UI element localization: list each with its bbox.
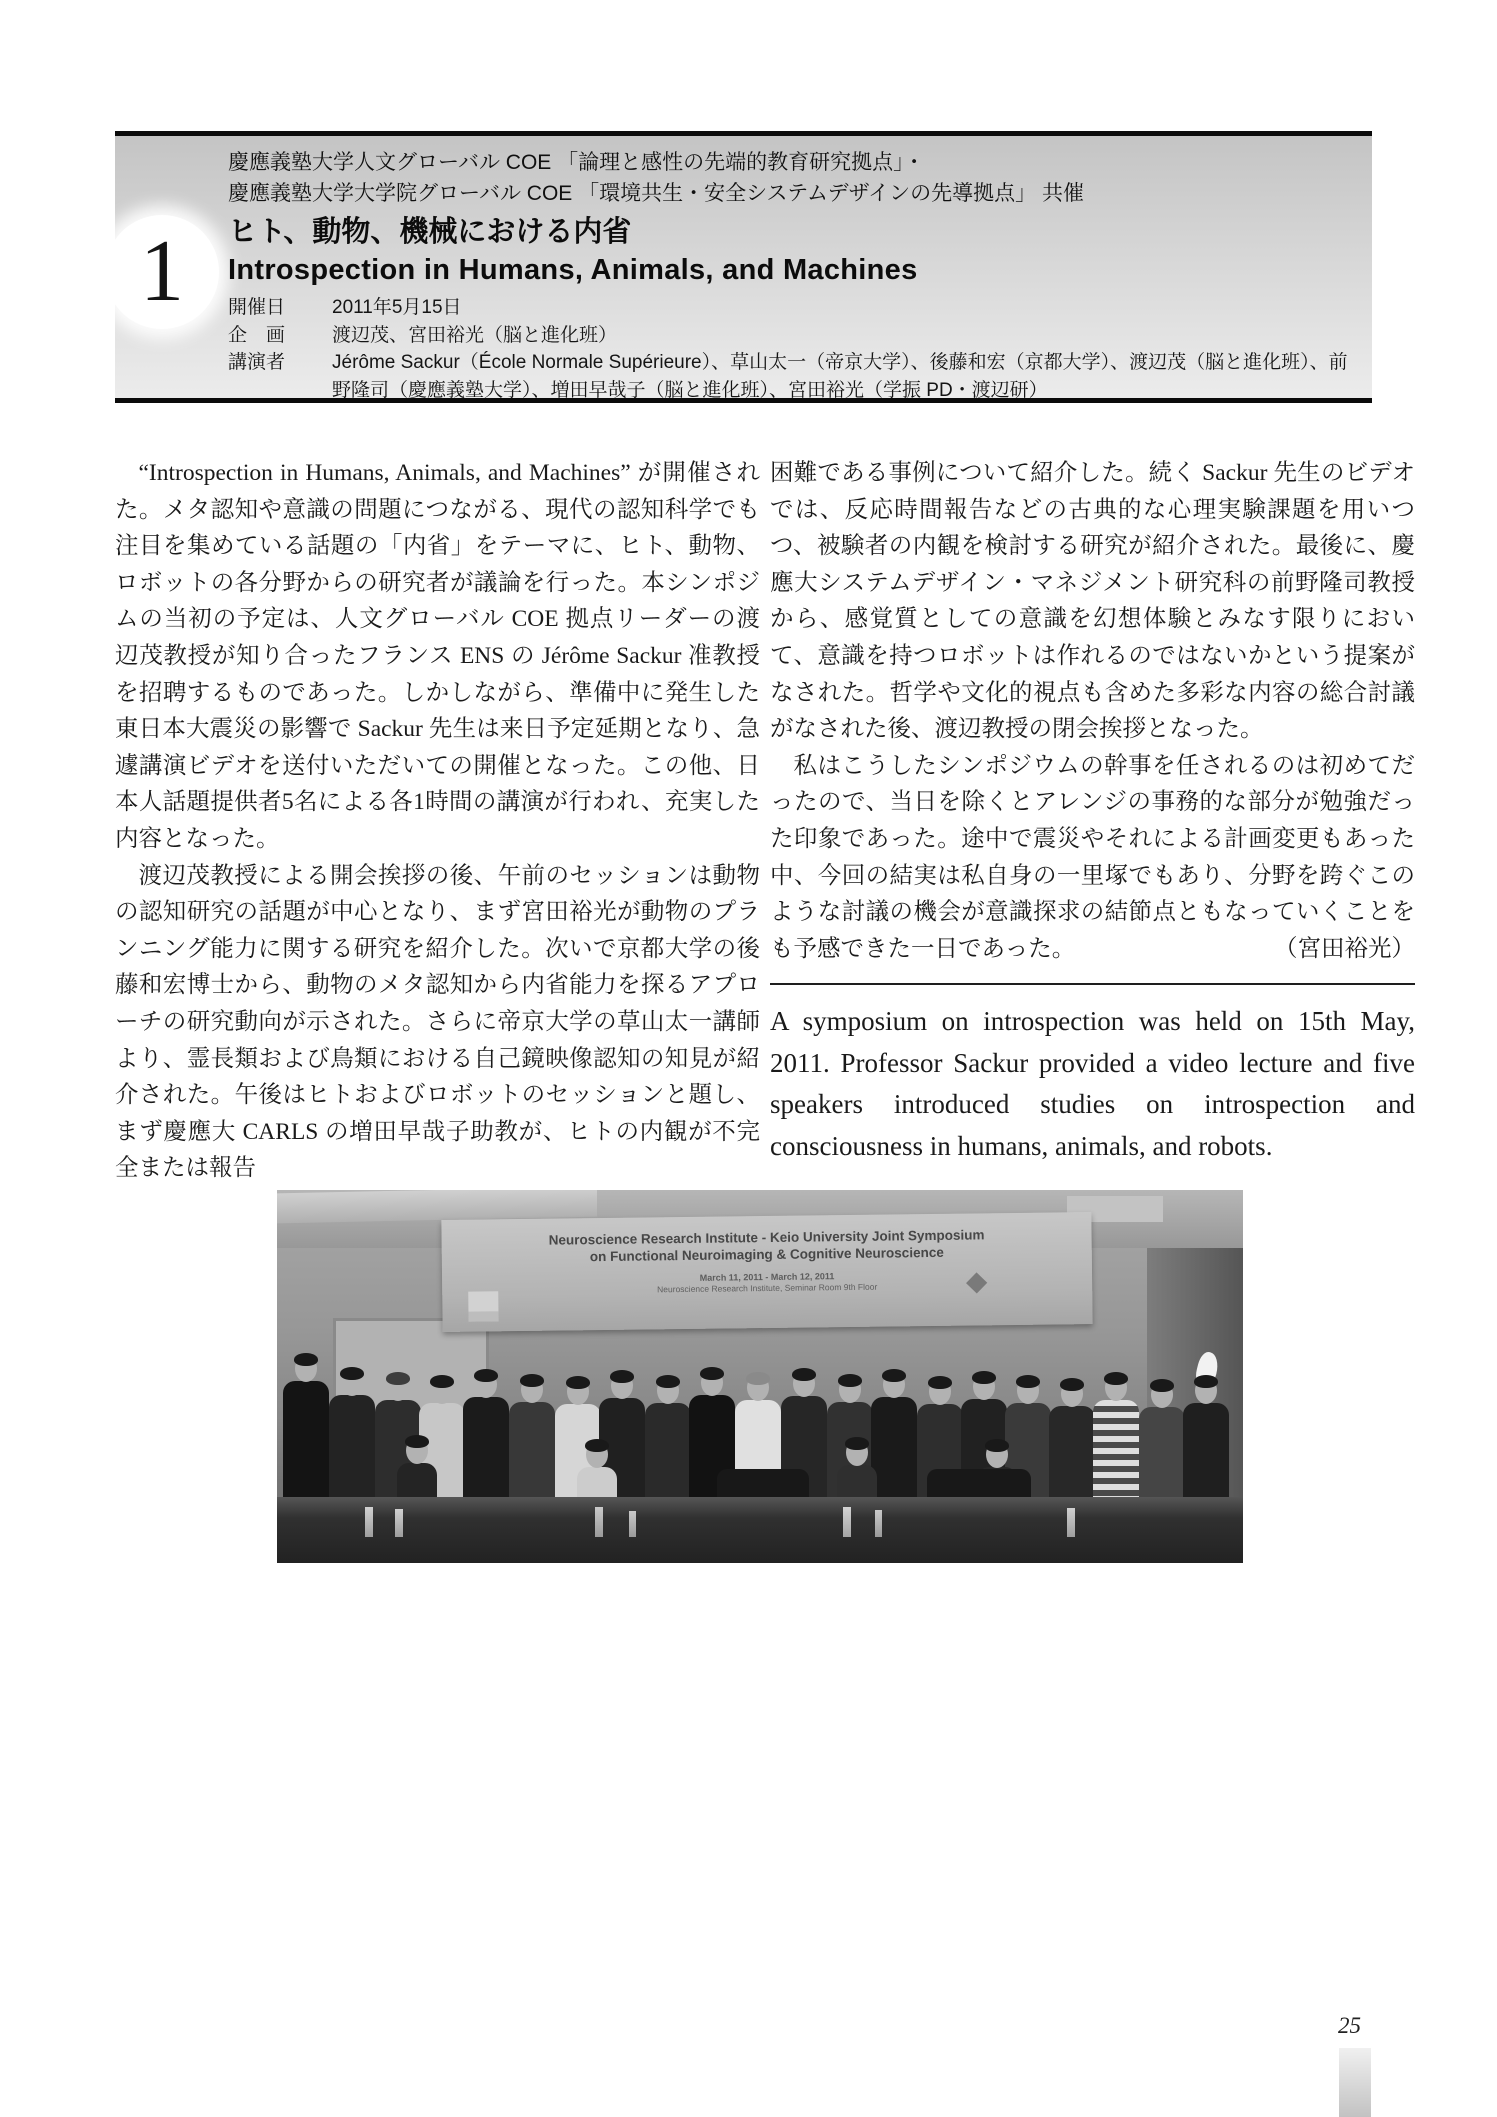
detail-row-planning [228, 322, 1358, 350]
banner-date-line: March 11, 2011 - March 12, 2011 [699, 1271, 835, 1283]
person-silhouette [283, 1381, 329, 1499]
detail-label: 企 画 [228, 324, 286, 346]
person-silhouette [1183, 1403, 1229, 1499]
person-silhouette [509, 1402, 555, 1499]
footer-bar [1339, 2048, 1371, 2117]
person-silhouette [463, 1397, 509, 1499]
banner-title-line-2: on Functional Neuroimaging & Cognitive Neuroscience [589, 1244, 944, 1265]
organizer-line-2: 慶應義塾大学大学院グローバル COE 「環境共生・安全システムデザインの先導拠点」 共催 [228, 182, 1084, 205]
person-silhouette [1049, 1406, 1095, 1499]
banner-title-line-1: Neuroscience Research Institute - Keio University Joint Symposium [548, 1227, 985, 1248]
person-silhouette [871, 1397, 917, 1499]
detail-label: 講演者 [228, 352, 286, 373]
issue-number-badge [105, 215, 219, 329]
body-paragraph: 私はこうしたシンポジウムの幹事を任されるのは初めてだったので、当日を除くとアレンジの事務的な部分が勉強だった印象であった。途中で震災やそれによる計画変更もあった中、今回の結実は私自身の一里塚でもあり、分野を跨ぐこのような討議の機会が意識探求の結節点ともなっていくことをも予感できた一日であった。 [770, 752, 1415, 962]
page-number: 25 [1338, 2013, 1361, 2038]
detail-row-speakers [228, 349, 1358, 404]
symposium-group-photo [277, 1190, 1243, 1563]
summary-divider-rule [770, 983, 1415, 985]
event-title-english: Introspection in Humans, Animals, and Machines [228, 254, 918, 286]
detail-value: 2011年5月15日 [332, 297, 462, 318]
organizer-line-1: 慶應義塾大学人文グローバル COE 「論理と感性の先端的教育研究拠点」・ [228, 151, 925, 174]
detail-value: Jérôme Sackur（École Normale Supérieure）、草山太一（帝京大学）、後藤和宏（京都大学）、渡辺茂（脳と進化班）、前野隆司（慶應義塾大学）、増田早哉子（脳と進化班）、宮田裕光（学振 PD・渡辺研） [332, 352, 1348, 401]
english-summary: A symposium on introspection was held on 15th May, 2011. Professor Sackur provided a video lecture and five speakers introduced studies on introspection and consciousness in humans, animals, and robots. [770, 1006, 1415, 1161]
detail-value: 渡辺茂、宮田裕光（脳と進化班） [332, 324, 618, 346]
person-silhouette [329, 1395, 375, 1499]
article-column-right [770, 455, 1415, 1167]
event-header [115, 131, 1372, 403]
banner-venue-line: Neuroscience Research Institute, Seminar Room 9th Floor [657, 1281, 878, 1295]
issue-number: 1 [140, 223, 184, 320]
body-paragraph: 渡辺茂教授による開会挨拶の後、午前のセッションは動物の認知研究の話題が中心となり、まず宮田裕光が動物のプランニング能力に関する研究を紹介した。次いで京都大学の後藤和宏博士から、動物のメタ認知から内省能力を探るアプローチの研究動向が示された。さらに帝京大学の草山太一講師より、霊長類および鳥類における自己鏡映像認知の知見が紹介された。午後はヒトおよびロボットのセッションと題し、まず慶應大 CARLS の増田早哉子助教が、ヒトの内観が不完全または報告 [115, 862, 760, 1182]
photo-banner [441, 1212, 1092, 1332]
event-header-content [228, 147, 1358, 404]
event-title-japanese: ヒト、動物、機械における内省 [228, 216, 632, 248]
person-silhouette [1093, 1400, 1139, 1499]
author-byline: （宮田裕光） [1274, 935, 1415, 962]
body-paragraph: 困難である事例について紹介した。続く Sackur 先生のビデオでは、反応時間報告などの古典的な心理実験課題を用いつつ、被験者の内観を検討する研究が紹介された。最後に、慶應大システムデザイン・マネジメント研究科の前野隆司教授から、感覚質としての意識を幻想体験とみなす限りにおいて、意識を持つロボットは作れるのではないかという提案がなされた。哲学や文化的視点も含めた多彩な内容の総合討議がなされた後、渡辺教授の閉会挨拶となった。 [770, 460, 1415, 743]
detail-label: 開催日 [228, 297, 286, 318]
person-silhouette [645, 1403, 691, 1499]
body-paragraph: “Introspection in Humans, Animals, and Machines” が開催された。メタ認知や意識の問題につながる、現代の認知科学でも注目を集めている話題の「内省」をテーマに、ヒト、動物、ロボットの各分野からの研究者が議論を行った。本シンポジムの当初の予定は、人文グローバル COE 拠点リーダーの渡辺茂教授が知り合ったフランス ENS の Jérôme Sackur 准教授を招聘するものであった。しかしながら、準備中に発生した東日本大震災の影響で Sackur 先生は来日予定延期となり、急遽講演ビデオを送付いただいての開催となった。この他、日本人話題提供者5名による各1時間の講演が行われ、充実した内容となった。 [115, 460, 760, 852]
article-column-left [115, 455, 760, 1187]
detail-row-date [228, 294, 1358, 322]
banner-logo [468, 1291, 498, 1321]
person-silhouette [1139, 1407, 1185, 1499]
photo-foreground-tables [277, 1497, 1243, 1563]
